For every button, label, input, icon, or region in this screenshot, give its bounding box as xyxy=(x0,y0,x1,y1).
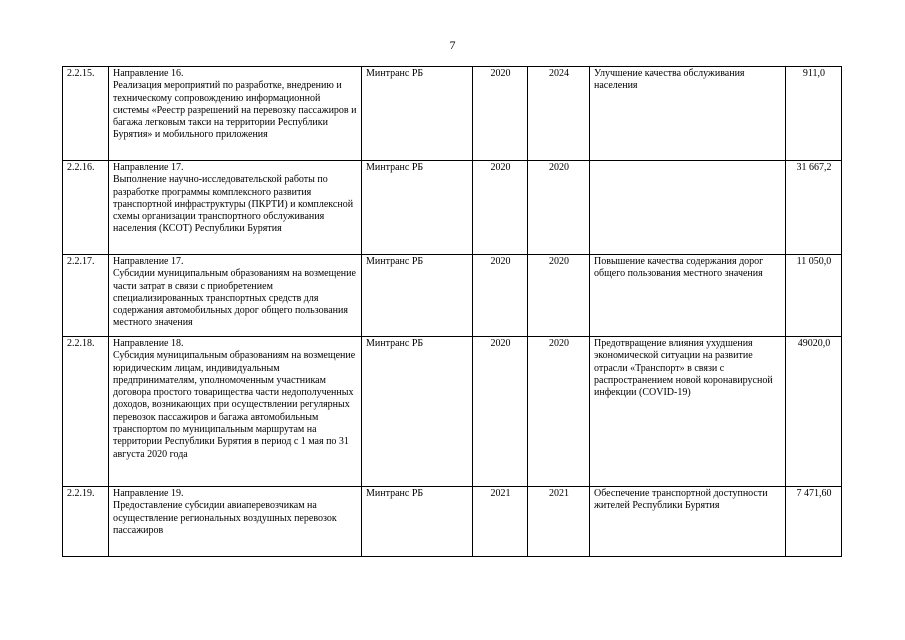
row-description: Предоставление субсидии авиаперевозчикам на осуществление региональных воздушных перевозок пассажиров xyxy=(113,500,337,536)
row-year-end: 2021 xyxy=(528,487,590,557)
row-amount: 31 667,2 xyxy=(786,161,842,255)
row-direction: Направление 19. xyxy=(113,488,184,499)
row-executor: Минтранс РБ xyxy=(362,161,473,255)
row-result: Обеспечение транспортной доступности жителей Республики Бурятия xyxy=(590,487,786,557)
row-executor: Минтранс РБ xyxy=(362,67,473,161)
page-number: 7 xyxy=(449,38,456,52)
row-code: 2.2.19. xyxy=(63,487,109,557)
row-activity xyxy=(109,67,362,161)
row-activity xyxy=(109,487,362,557)
row-year-start: 2020 xyxy=(473,161,528,255)
row-result: Повышение качества содержания дорог общего пользования местного значения xyxy=(590,255,786,337)
row-code: 2.2.15. xyxy=(63,67,109,161)
row-executor: Минтранс РБ xyxy=(362,255,473,337)
row-year-start: 2020 xyxy=(473,337,528,487)
row-year-end: 2020 xyxy=(528,255,590,337)
row-description: Субсидии муниципальным образованиям на возмещение части затрат в связи с приобретением специализированных транспортных средств для содержания автомобильных дорог общего пользования местного значения xyxy=(113,268,356,329)
row-direction: Направление 17. xyxy=(113,256,184,267)
row-result: Улучшение качества обслуживания населения xyxy=(590,67,786,161)
table-row xyxy=(63,161,842,255)
row-amount: 7 471,60 xyxy=(786,487,842,557)
row-executor: Минтранс РБ xyxy=(362,487,473,557)
row-year-start: 2020 xyxy=(473,67,528,161)
row-direction: Направление 18. xyxy=(113,338,184,349)
table-row xyxy=(63,255,842,337)
row-code: 2.2.16. xyxy=(63,161,109,255)
row-description: Субсидия муниципальным образованиям на возмещение юридическим лицам, индивидуальным предпринимателям, уполномоченным участникам договора простого товарищества части недополученных доходов, возникающих при осуществлении регулярных перевозок пассажиров и багажа автомобильным транспортом по муниципальным маршрутам на территории Республики Бурятия в период с 1 мая по 31 августа 2020 года xyxy=(113,350,356,460)
row-description: Выполнение научно-исследовательской работы по разработке программы комплексного развития транспортной инфраструктуры (ПКРТИ) и комплексной схемы организации транспортного обслуживания населения (КСОТ) Республики Бурятия xyxy=(113,174,354,235)
row-activity xyxy=(109,161,362,255)
row-code: 2.2.17. xyxy=(63,255,109,337)
row-result xyxy=(590,161,786,255)
row-year-end: 2020 xyxy=(528,337,590,487)
row-code: 2.2.18. xyxy=(63,337,109,487)
row-year-end: 2024 xyxy=(528,67,590,161)
row-executor: Минтранс РБ xyxy=(362,337,473,487)
row-amount: 49020,0 xyxy=(786,337,842,487)
row-activity xyxy=(109,255,362,337)
row-amount: 11 050,0 xyxy=(786,255,842,337)
row-year-end: 2020 xyxy=(528,161,590,255)
row-description: Реализация мероприятий по разработке, внедрению и техническому сопровождению информационной системы «Реестр разрешений на перевозку пассажиров и багажа легковым такси на территории Республики Бурятия» и мобильного приложения xyxy=(113,80,357,141)
row-result: Предотвращение влияния ухудшения экономической ситуации на развитие отрасли «Транспорт» в связи с распространением новой коронавирусной инфекции (COVID-19) xyxy=(590,337,786,487)
row-amount: 911,0 xyxy=(786,67,842,161)
program-table xyxy=(62,66,842,557)
row-direction: Направление 17. xyxy=(113,162,184,173)
row-year-start: 2021 xyxy=(473,487,528,557)
table-row xyxy=(63,337,842,487)
table-row xyxy=(63,67,842,161)
row-year-start: 2020 xyxy=(473,255,528,337)
row-direction: Направление 16. xyxy=(113,68,184,79)
table-row xyxy=(63,487,842,557)
row-activity xyxy=(109,337,362,487)
